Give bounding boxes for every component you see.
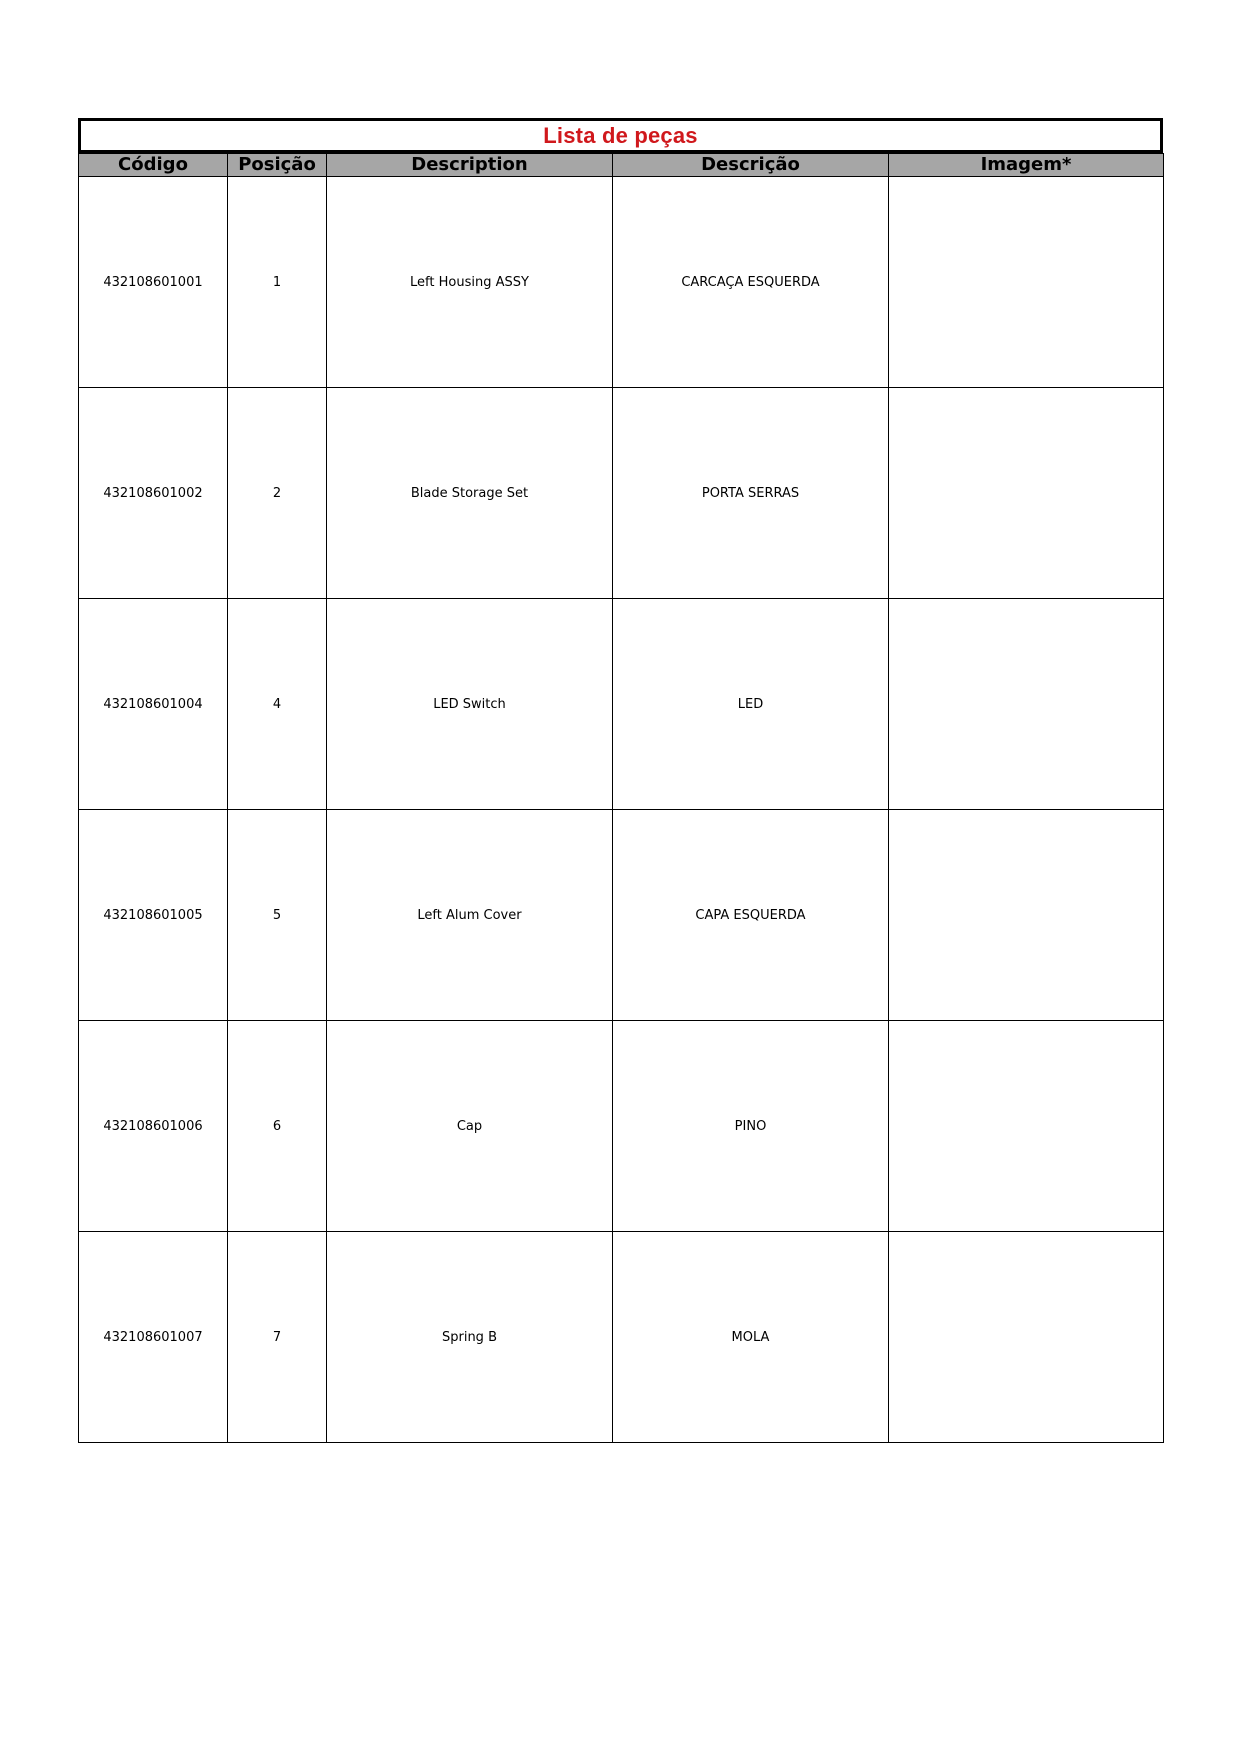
column-header-description: Description: [327, 154, 613, 177]
cell-description: Cap: [327, 1021, 613, 1232]
cell-codigo: 432108601001: [79, 177, 228, 388]
cell-posicao: 1: [228, 177, 327, 388]
title-box: [78, 118, 1163, 153]
cell-posicao: 6: [228, 1021, 327, 1232]
table-row: [79, 599, 1164, 810]
cell-description: Blade Storage Set: [327, 388, 613, 599]
cell-descricao: LED: [613, 599, 889, 810]
parts-table: [78, 153, 1164, 1443]
column-header-codigo: Código: [79, 154, 228, 177]
cell-description: LED Switch: [327, 599, 613, 810]
cell-descricao: MOLA: [613, 1232, 889, 1443]
cell-codigo: 432108601005: [79, 810, 228, 1021]
cell-descricao: PINO: [613, 1021, 889, 1232]
cell-codigo: 432108601002: [79, 388, 228, 599]
column-header-posicao: Posição: [228, 154, 327, 177]
table-row: [79, 1232, 1164, 1443]
cell-descricao: PORTA SERRAS: [613, 388, 889, 599]
cell-codigo: 432108601007: [79, 1232, 228, 1443]
cell-imagem: [889, 177, 1164, 388]
parts-list-sheet: [78, 118, 1163, 1443]
cell-posicao: 7: [228, 1232, 327, 1443]
header-row: [79, 154, 1164, 177]
cell-descricao: CARCAÇA ESQUERDA: [613, 177, 889, 388]
cell-imagem: [889, 1021, 1164, 1232]
table-row: [79, 810, 1164, 1021]
cell-posicao: 2: [228, 388, 327, 599]
cell-description: Spring B: [327, 1232, 613, 1443]
column-header-descricao: Descrição: [613, 154, 889, 177]
cell-imagem: [889, 388, 1164, 599]
cell-description: Left Housing ASSY: [327, 177, 613, 388]
cell-description: Left Alum Cover: [327, 810, 613, 1021]
column-header-imagem: Imagem*: [889, 154, 1164, 177]
table-row: [79, 388, 1164, 599]
table-row: [79, 1021, 1164, 1232]
cell-imagem: [889, 1232, 1164, 1443]
cell-imagem: [889, 810, 1164, 1021]
document-title: Lista de peças: [543, 122, 698, 148]
table-row: [79, 177, 1164, 388]
cell-posicao: 5: [228, 810, 327, 1021]
cell-imagem: [889, 599, 1164, 810]
cell-posicao: 4: [228, 599, 327, 810]
cell-codigo: 432108601006: [79, 1021, 228, 1232]
cell-codigo: 432108601004: [79, 599, 228, 810]
cell-descricao: CAPA ESQUERDA: [613, 810, 889, 1021]
